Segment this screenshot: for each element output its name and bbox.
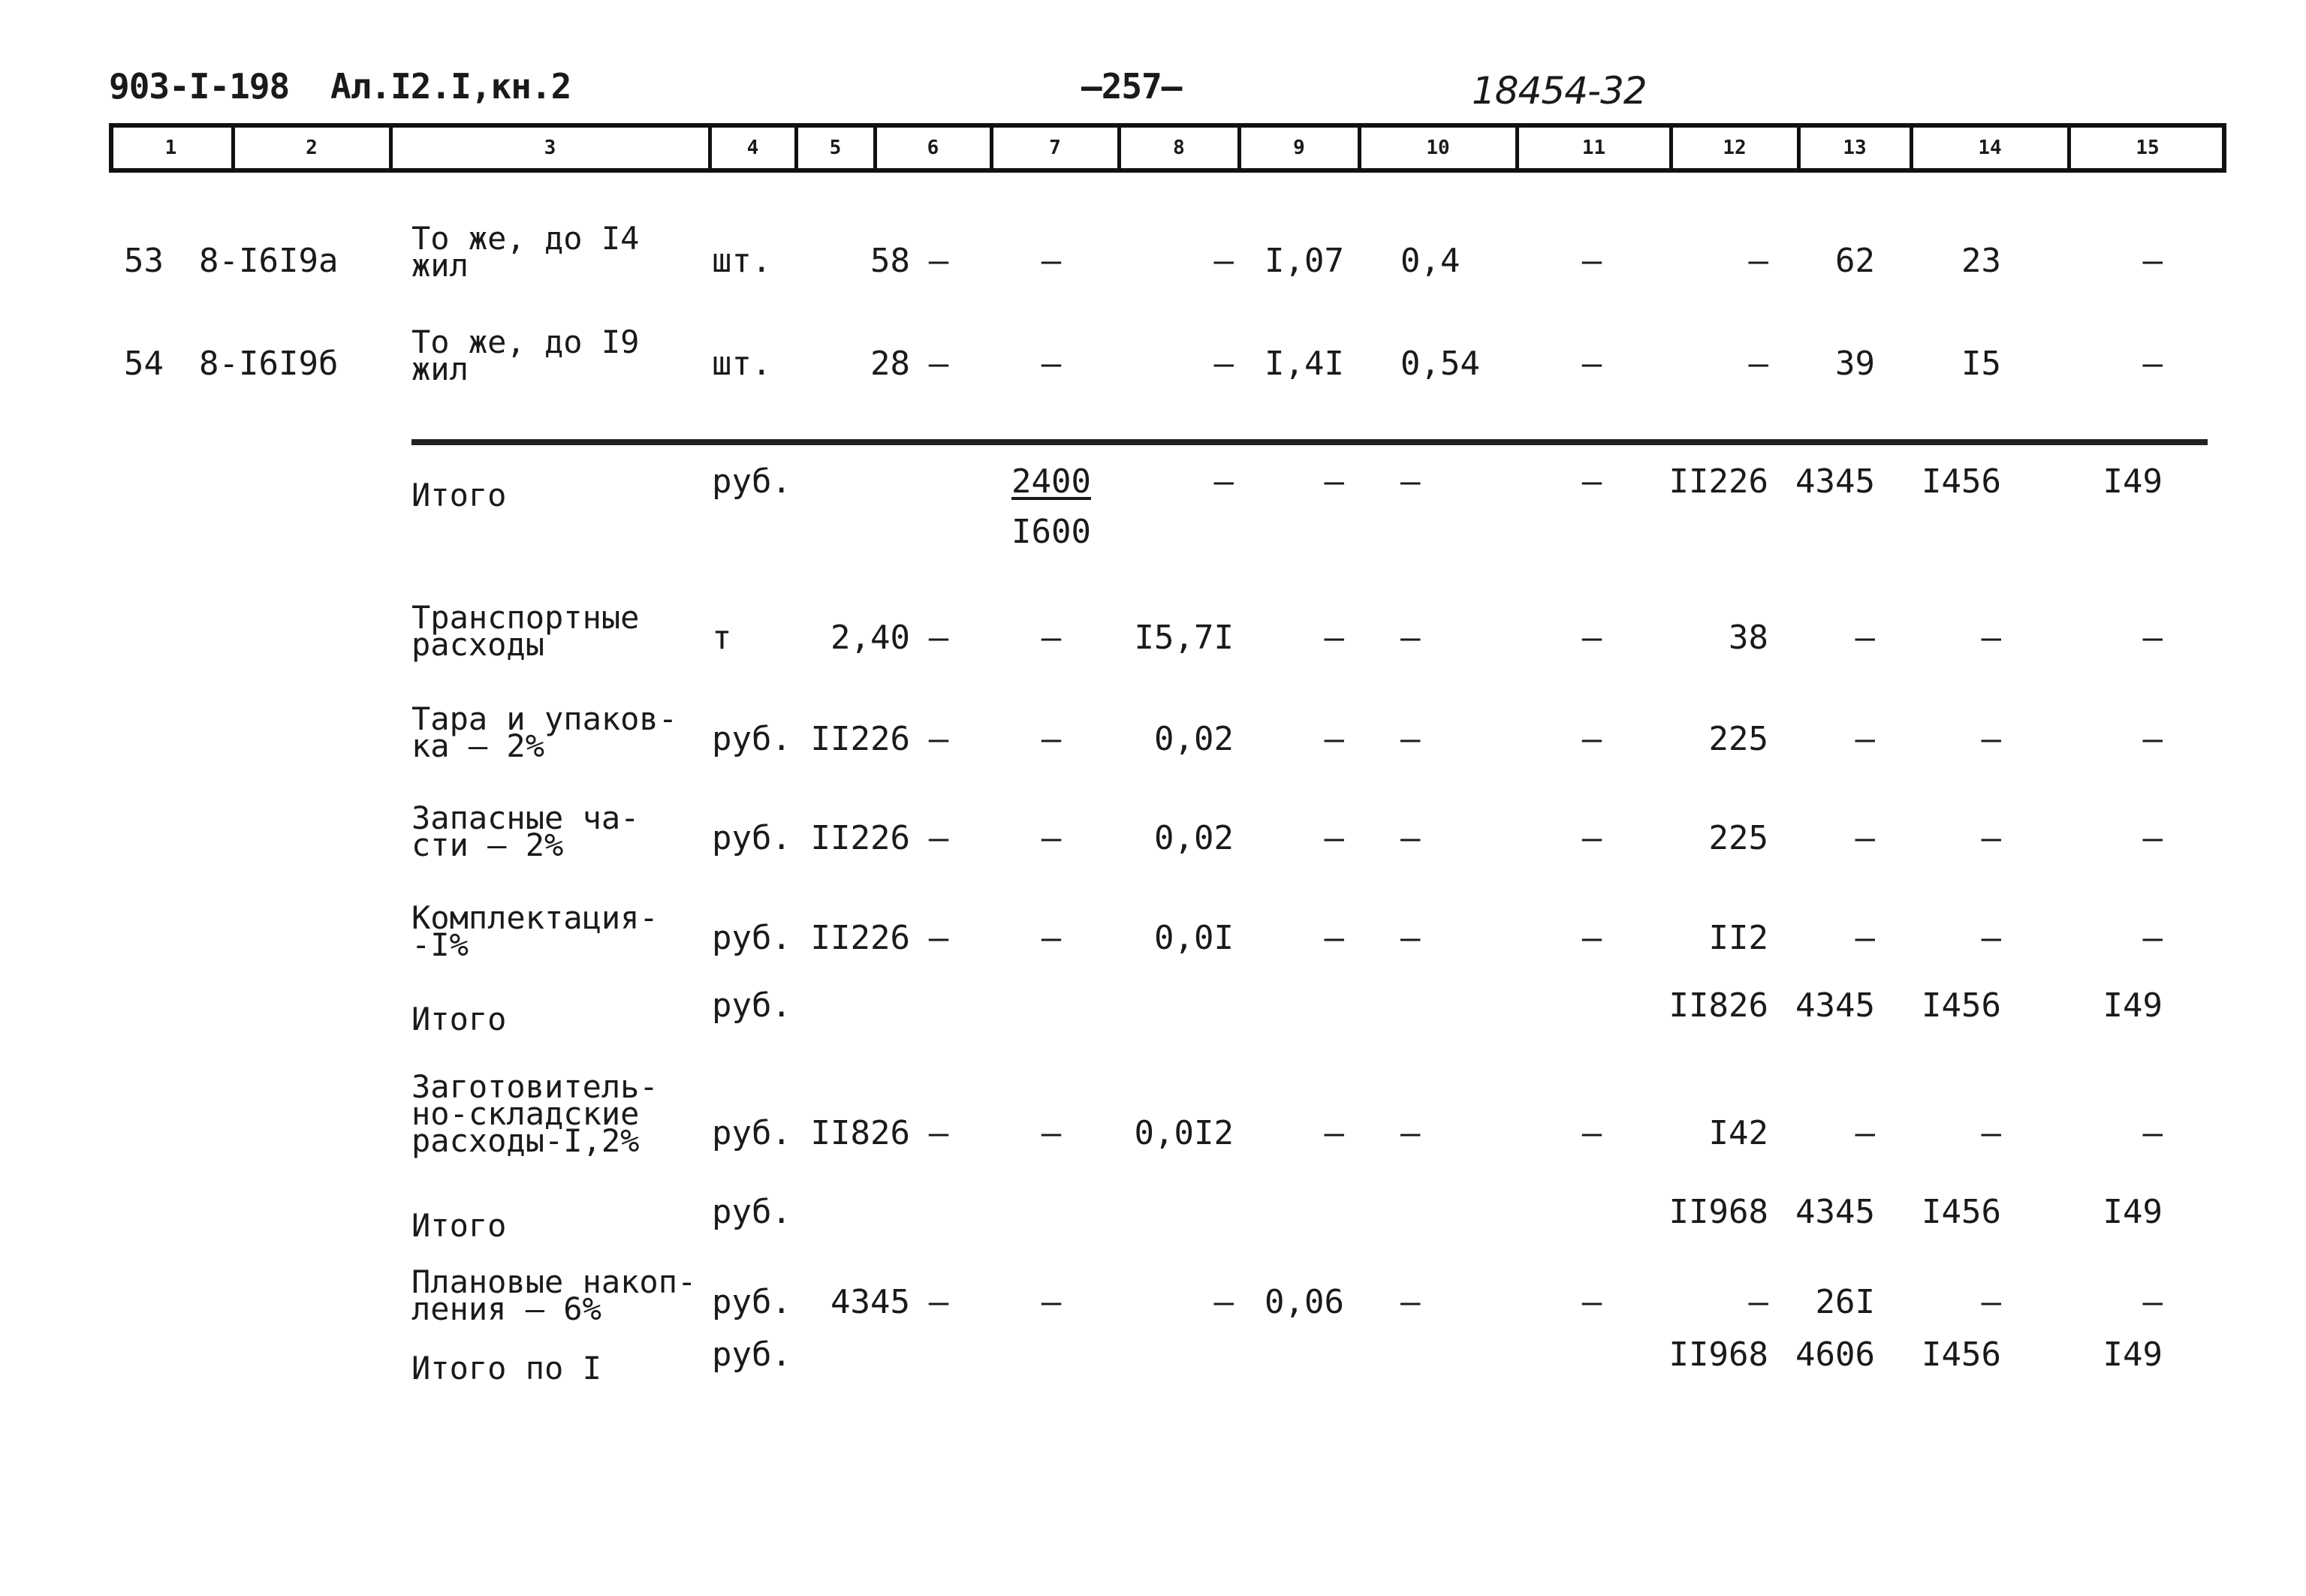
cell-c15: –	[2142, 919, 2163, 957]
cell-c5: II826	[810, 1114, 910, 1152]
cell-c14: –	[1981, 720, 2001, 758]
column-divider	[231, 123, 235, 173]
column-number-1: 1	[164, 137, 177, 159]
cell-c9: I,07	[1265, 242, 1344, 280]
cell-c12: –	[1748, 1283, 1768, 1321]
cell-c13: 4345	[1795, 462, 1875, 501]
column-number-9: 9	[1293, 137, 1305, 159]
cell-c5: II226	[810, 720, 910, 758]
cell-c9: –	[1324, 720, 1344, 758]
cell-c12: II226	[1668, 462, 1768, 501]
cell-c4: руб.	[712, 819, 791, 857]
cell-c7: –	[1041, 1114, 1062, 1152]
cell-n: 54	[124, 345, 164, 383]
cell-c10: 0,54	[1400, 345, 1480, 383]
column-divider	[873, 123, 877, 173]
cell-c9: –	[1324, 1114, 1344, 1152]
cell-c6: –	[928, 1114, 949, 1152]
cell-c15: –	[2142, 242, 2163, 280]
cell-c12: II968	[1668, 1336, 1768, 1374]
cell-c6: –	[928, 919, 949, 957]
cell-code: 8-I6I9а	[199, 242, 339, 280]
cell-c6: –	[928, 720, 949, 758]
row-description: Итого	[411, 1001, 507, 1037]
row-description: Тара и упаков- ка – 2%	[411, 700, 678, 764]
cell-c7: –	[1041, 919, 1062, 957]
cell-c11: –	[1581, 720, 1602, 758]
cell-c7: –	[1041, 345, 1062, 383]
cell-c13: –	[1855, 619, 1875, 657]
row-description: То же, до I9 жил	[411, 324, 640, 387]
cell-c13: 26I	[1815, 1283, 1875, 1321]
cell-c10: –	[1400, 819, 1421, 857]
separator-rule	[411, 439, 2208, 445]
column-number-8: 8	[1173, 137, 1185, 159]
cell-c6: –	[928, 1283, 949, 1321]
column-number-12: 12	[1723, 137, 1747, 159]
cell-c14: –	[1981, 619, 2001, 657]
cell-c9: 0,06	[1265, 1283, 1344, 1321]
cell-c10: –	[1400, 1114, 1421, 1152]
cell-c4: руб.	[712, 1193, 791, 1231]
column-number-5: 5	[829, 137, 842, 159]
cell-c11: –	[1581, 1114, 1602, 1152]
column-number-11: 11	[1581, 137, 1606, 159]
cell-c15: –	[2142, 819, 2163, 857]
cell-c7: –	[1041, 1283, 1062, 1321]
column-divider	[1515, 123, 1519, 173]
column-number-7: 7	[1049, 137, 1061, 159]
cell-c9: –	[1324, 919, 1344, 957]
cell-c14: 23	[1961, 242, 2001, 280]
column-divider	[708, 123, 712, 173]
cell-c8: –	[1213, 242, 1234, 280]
cell-c15: I49	[2103, 1193, 2163, 1231]
row-description: Заготовитель- но-складские расходы-I,2%	[411, 1068, 659, 1159]
cell-c15: –	[2142, 1283, 2163, 1321]
archive-number: 18454-32	[1472, 69, 1647, 113]
cell-c14: I5	[1961, 345, 2001, 383]
cell-c4: шт.	[712, 345, 772, 383]
cell-c4: руб.	[712, 986, 791, 1025]
cell-c14: –	[1981, 819, 2001, 857]
cell-c14: –	[1981, 1114, 2001, 1152]
cell-c8: I5,7I	[1134, 619, 1234, 657]
cell-c4: руб.	[712, 919, 791, 957]
cell-c14: I456	[1922, 1336, 2001, 1374]
row-description: Транспортные расходы	[411, 599, 640, 663]
column-divider	[794, 123, 798, 173]
doc-code: 903-I-198	[109, 66, 290, 107]
cell-c9: –	[1324, 462, 1344, 501]
cell-c5: 58	[870, 242, 910, 280]
cell-c12: II968	[1668, 1193, 1768, 1231]
cell-c4: руб.	[712, 720, 791, 758]
column-divider	[1669, 123, 1673, 173]
cell-c11: –	[1581, 345, 1602, 383]
cell-c8: 0,0I2	[1134, 1114, 1234, 1152]
cell-c8: –	[1213, 1283, 1234, 1321]
row-description: Итого	[411, 1207, 507, 1244]
cell-c13: –	[1855, 919, 1875, 957]
cell-c10: 0,4	[1400, 242, 1460, 280]
cell-c14: –	[1981, 919, 2001, 957]
cell-c15: I49	[2103, 986, 2163, 1025]
cell-c12: 225	[1708, 819, 1768, 857]
cell-c13: –	[1855, 819, 1875, 857]
cell-c12: –	[1748, 242, 1768, 280]
column-number-15: 15	[2136, 137, 2160, 159]
cell-c8: 0,02	[1154, 720, 1234, 758]
cell-c9: –	[1324, 819, 1344, 857]
cell-c9: –	[1324, 619, 1344, 657]
cell-c6: –	[928, 819, 949, 857]
cell-c11: –	[1581, 242, 1602, 280]
album-reference: Ал.I2.I,кн.2	[330, 66, 571, 107]
cell-c13: 4606	[1795, 1336, 1875, 1374]
column-number-14: 14	[1978, 137, 2002, 159]
row-description: Итого	[411, 477, 507, 513]
cell-c4: руб.	[712, 462, 791, 501]
cell-c4: руб.	[712, 1283, 791, 1321]
column-number-13: 13	[1843, 137, 1867, 159]
cell-c4: т	[712, 619, 732, 657]
cell-c11: –	[1581, 819, 1602, 857]
column-divider	[1237, 123, 1241, 173]
column-divider	[990, 123, 993, 173]
column-number-6: 6	[927, 137, 939, 159]
cell-c12: 38	[1729, 619, 1768, 657]
row-description: Запасные ча- сти – 2%	[411, 800, 640, 863]
cell-c7: 2400	[1011, 462, 1091, 501]
row-description: То же, до I4 жил	[411, 220, 640, 284]
cell-c5: II226	[810, 919, 910, 957]
column-number-10: 10	[1426, 137, 1450, 159]
row-description: Комплектация- -I%	[411, 899, 659, 963]
cell-code: 8-I6I9б	[199, 345, 339, 383]
cell-c14: I456	[1922, 462, 2001, 501]
cell-c15: –	[2142, 1114, 2163, 1152]
cell-c5: II226	[810, 819, 910, 857]
cell-c5: 28	[870, 345, 910, 383]
cell-c5: 4345	[830, 1283, 910, 1321]
column-divider	[389, 123, 393, 173]
cell-c15: –	[2142, 619, 2163, 657]
cell-c13: 4345	[1795, 986, 1875, 1025]
cell-c14: I456	[1922, 986, 2001, 1025]
cell-c6: –	[928, 619, 949, 657]
cell-c4: руб.	[712, 1336, 791, 1374]
column-number-4: 4	[746, 137, 759, 159]
cell-c5: 2,40	[830, 619, 910, 657]
cell-c9: I,4I	[1265, 345, 1344, 383]
cell-c15: I49	[2103, 1336, 2163, 1374]
cell-c10: –	[1400, 462, 1421, 501]
cell-c15: –	[2142, 345, 2163, 383]
cell-c10: –	[1400, 720, 1421, 758]
cell-c14: I456	[1922, 1193, 2001, 1231]
cell-c13: –	[1855, 1114, 1875, 1152]
cell-c13: 62	[1835, 242, 1875, 280]
cell-c11: –	[1581, 619, 1602, 657]
cell-c12: 225	[1708, 720, 1768, 758]
cell-c11: –	[1581, 919, 1602, 957]
cell-c12: II826	[1668, 986, 1768, 1025]
column-divider	[1117, 123, 1121, 173]
cell-c14: –	[1981, 1283, 2001, 1321]
cell-c11: –	[1581, 1283, 1602, 1321]
column-divider	[1797, 123, 1801, 173]
cell-c4: руб.	[712, 1114, 791, 1152]
cell-c10: –	[1400, 919, 1421, 957]
cell-c7: –	[1041, 819, 1062, 857]
column-divider	[2067, 123, 2071, 173]
cell-c8: –	[1213, 345, 1234, 383]
column-number-3: 3	[544, 137, 556, 159]
cell-c12: II2	[1708, 919, 1768, 957]
cell-c8: –	[1213, 462, 1234, 501]
column-number-2: 2	[306, 137, 318, 159]
page-number: —257—	[1081, 66, 1182, 107]
cell-c13: 39	[1835, 345, 1875, 383]
cell-c6: –	[928, 242, 949, 280]
cell-c12: –	[1748, 345, 1768, 383]
cell-c15: I49	[2103, 462, 2163, 501]
cell-c7: –	[1041, 720, 1062, 758]
cell-c8: 0,02	[1154, 819, 1234, 857]
cell-c7: –	[1041, 242, 1062, 280]
cell-c10: –	[1400, 619, 1421, 657]
cell-c13: –	[1855, 720, 1875, 758]
cell-c4: шт.	[712, 242, 772, 280]
cell-c12: I42	[1708, 1114, 1768, 1152]
cell-c11: –	[1581, 462, 1602, 501]
cell-c6: –	[928, 345, 949, 383]
cell-c13: 4345	[1795, 1193, 1875, 1231]
column-divider	[1910, 123, 1913, 173]
cell-c15: –	[2142, 720, 2163, 758]
cell-n: 53	[124, 242, 164, 280]
cell-c8: 0,0I	[1154, 919, 1234, 957]
column-divider	[1358, 123, 1361, 173]
cell-c7-denominator: I600	[1011, 513, 1091, 551]
row-description: Плановые накоп- ления – 6%	[411, 1263, 697, 1327]
cell-c10: –	[1400, 1283, 1421, 1321]
cell-c7: –	[1041, 619, 1062, 657]
row-description: Итого по I	[411, 1350, 601, 1387]
